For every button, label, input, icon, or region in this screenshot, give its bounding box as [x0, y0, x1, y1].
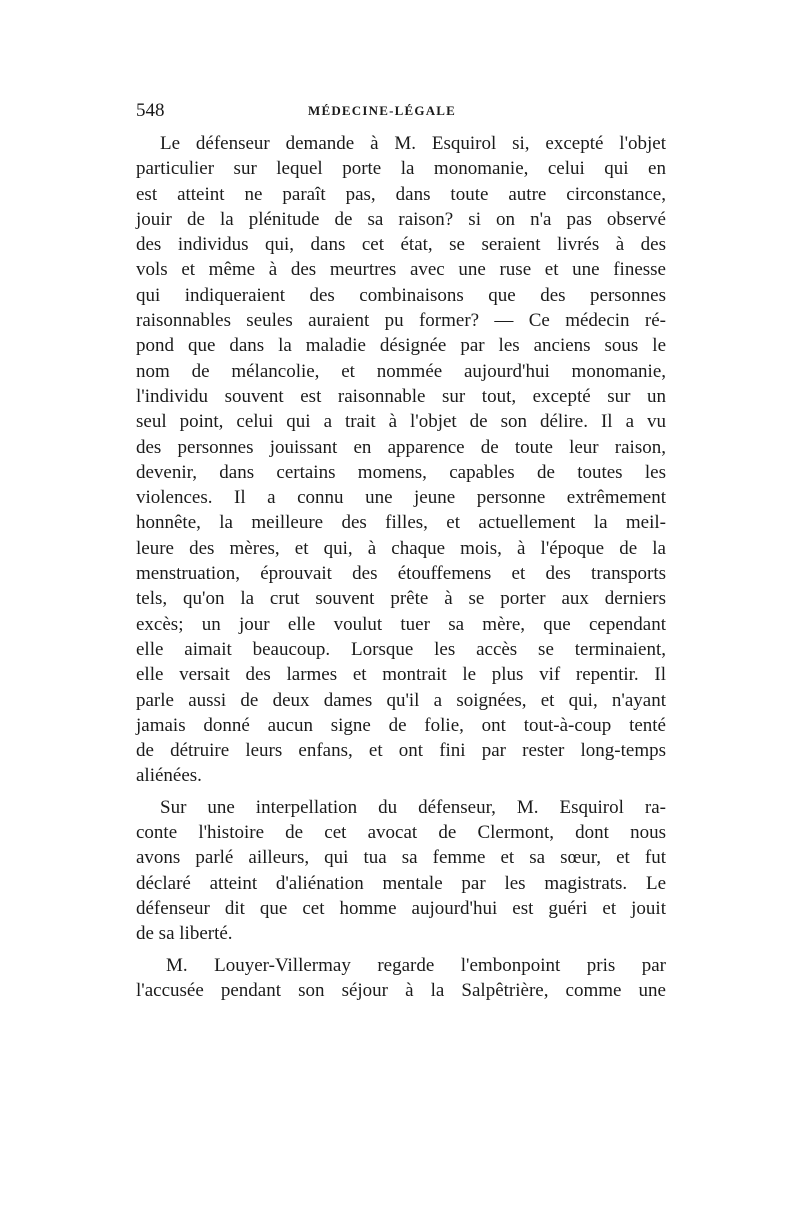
- text-line: vols et même à des meurtres avec une ruse et une finesse: [136, 259, 666, 281]
- text-line: aliénées.: [136, 765, 202, 787]
- text-line: devenir, dans certains momens, capables de toutes les: [136, 461, 666, 483]
- text-line: est atteint ne paraît pas, dans toute autre circonstance,: [136, 183, 666, 205]
- text-line: Le défenseur demande à M. Esquirol si, excepté l'objet: [160, 133, 666, 154]
- text-line: menstruation, éprouvait des étouffemens et des transports: [136, 563, 666, 585]
- text-line: M. Louyer-Villermay regarde l'embonpoint pris par: [166, 954, 666, 976]
- text-line: nom de mélancolie, et nommée aujourd'hui monomanie,: [136, 360, 666, 382]
- running-head: MÉDECINE-LÉGALE: [308, 103, 457, 118]
- text-line: elle versait des larmes et montrait le plus vif repentir. Il: [136, 664, 666, 686]
- paragraph: [136, 795, 666, 947]
- page-header: [136, 100, 666, 124]
- body-text: [136, 131, 666, 1003]
- text-line: excès; un jour elle voulut tuer sa mère, que cependant: [136, 613, 666, 635]
- text-line: de sa liberté.: [136, 923, 233, 945]
- text-line: pond que dans la maladie désignée par les anciens sous le: [136, 335, 666, 357]
- page-number: 548: [136, 100, 165, 121]
- text-line: violences. Il a connu une jeune personne extrêmement: [136, 487, 666, 509]
- paragraph: [136, 131, 666, 789]
- text-line: conte l'histoire de cet avocat de Clermont, dont nous: [136, 822, 666, 844]
- text-line: l'accusée pendant son séjour à la Salpêtrière, comme une: [136, 979, 666, 1001]
- text-line: de détruire leurs enfans, et ont fini par rester long-temps: [136, 740, 666, 762]
- text-line: raisonnables seules auraient pu former? — Ce médecin ré-: [136, 310, 666, 332]
- text-line: seul point, celui qui a trait à l'objet de son délire. Il a vu: [136, 411, 666, 433]
- text-line: particulier sur lequel porte la monomanie, celui qui en: [136, 158, 666, 180]
- text-line: Sur une interpellation du défenseur, M. Esquirol ra-: [160, 796, 666, 818]
- text-line: honnête, la meilleure des filles, et actuellement la meil-: [136, 512, 666, 534]
- text-line: tels, qu'on la crut souvent prête à se porter aux derniers: [136, 588, 666, 610]
- text-line: elle aimait beaucoup. Lorsque les accès se terminaient,: [136, 638, 666, 660]
- text-line: l'individu souvent est raisonnable sur tout, excepté sur un: [136, 385, 666, 407]
- text-line: jamais donné aucun signe de folie, ont tout-à-coup tenté: [136, 714, 666, 736]
- text-line: jouir de la plénitude de sa raison? si on n'a pas observé: [136, 208, 666, 230]
- text-line: leure des mères, et qui, à chaque mois, à l'époque de la: [136, 537, 666, 559]
- text-line: déclaré atteint d'aliénation mentale par les magistrats. Le: [136, 872, 666, 894]
- text-line: parle aussi de deux dames qu'il a soignées, et qui, n'ayant: [136, 689, 666, 711]
- text-line: qui indiqueraient des combinaisons que des personnes: [136, 284, 666, 306]
- text-line: des individus qui, dans cet état, se seraient livrés à des: [136, 234, 666, 256]
- text-line: des personnes jouissant en apparence de toute leur raison,: [136, 436, 666, 458]
- paragraph: [136, 953, 666, 1004]
- text-line: avons parlé ailleurs, qui tua sa femme et sa sœur, et fut: [136, 847, 666, 869]
- text-line: défenseur dit que cet homme aujourd'hui est guéri et jouit: [136, 897, 666, 919]
